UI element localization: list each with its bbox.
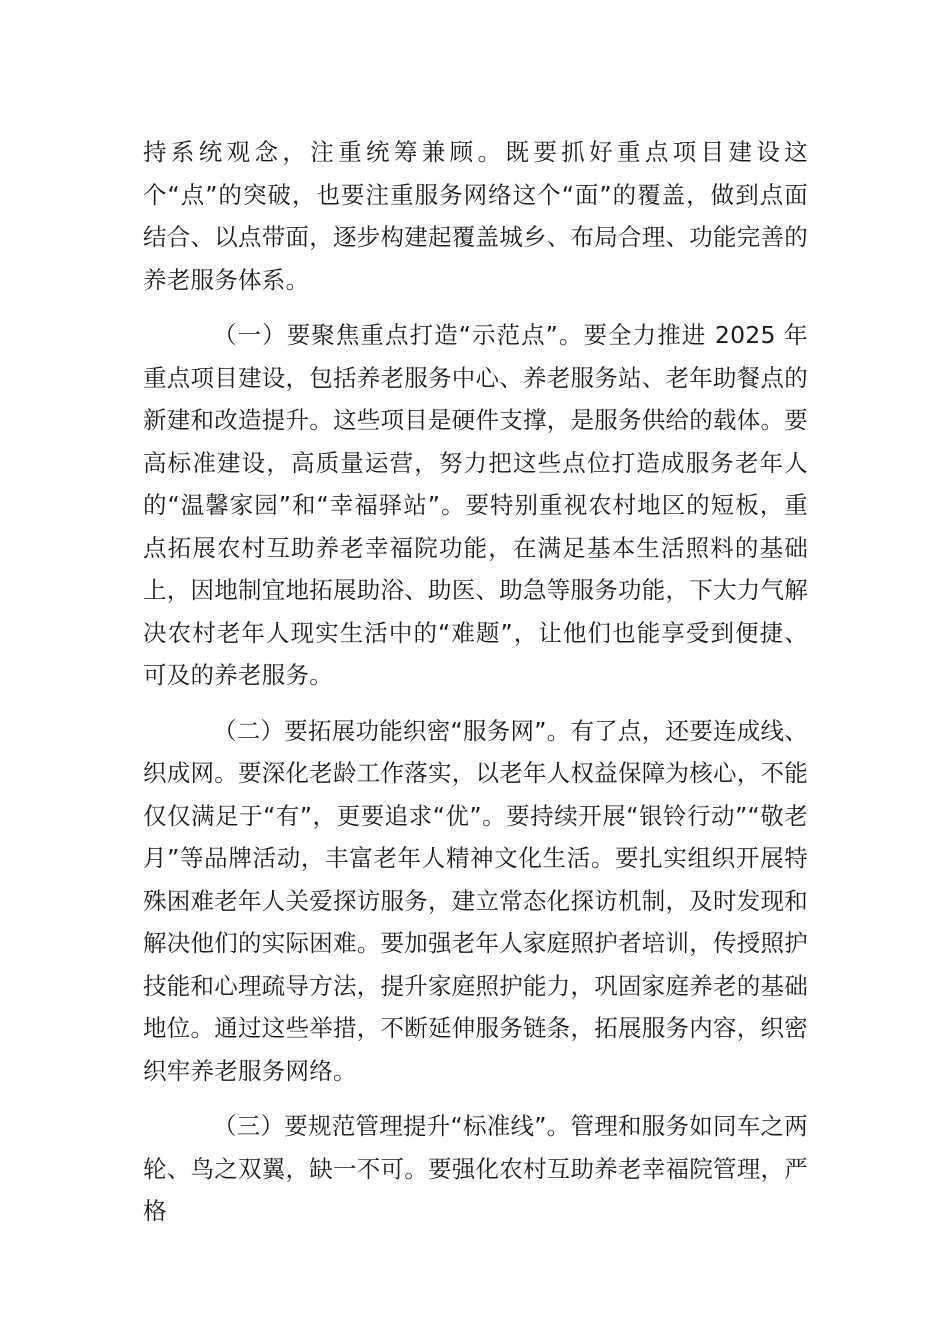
paragraph-section-1: （一）要聚焦重点打造“示范点”。要全力推进 2025 年重点项目建设，包括养老服务中心、养老服务站、老年助餐点的新建和改造提升。这些项目是硬件支撑，是服务供给的载体。要高标准建设，高质量运营，努力把这些点位打造成服务老年人的“温馨家园”和“幸福驿站”。要特别重视农村地区的短板，重点拓展农村互助养老幸福院功能，在满足基本生活照料的基础上，因地制宜地拓展助浴、助医、助急等服务功能，下大力气解决农村老年人现实生活中的“难题”，让他们也能享受到便捷、可及的养老服务。 [143, 321, 808, 689]
paragraph-section-2: （二）要拓展功能织密“服务网”。有了点，还要连成线、织成网。要深化老龄工作落实，以老年人权益保障为核心，不能仅仅满足于“有”，更要追求“优”。要持续开展“银铃行动”“敬老月”等品牌活动，丰富老年人精神文化生活。要扎实组织开展特殊困难老年人关爱探访服务，建立常态化探访机制，及时发现和解决他们的实际困难。要加强老年人家庭照护者培训，传授照护技能和心理疏导方法，提升家庭照护能力，巩固家庭养老的基础地位。通过这些举措，不断延伸服务链条，拓展服务内容，织密织牢养老服务网络。 [143, 716, 808, 1085]
paragraph-continuation: 持系统观念，注重统筹兼顾。既要抓好重点项目建设这个“点”的突破，也要注重服务网络这个“面”的覆盖，做到点面结合、以点带面，逐步构建起覆盖城乡、布局合理、功能完善的养老服务体系。 [143, 138, 808, 294]
paragraph-section-3: （三）要规范管理提升“标准线”。管理和服务如同车之两轮、鸟之双翼，缺一不可。要强化农村互助养老幸福院管理，严格 [143, 1112, 808, 1225]
document-body [143, 131, 808, 1246]
